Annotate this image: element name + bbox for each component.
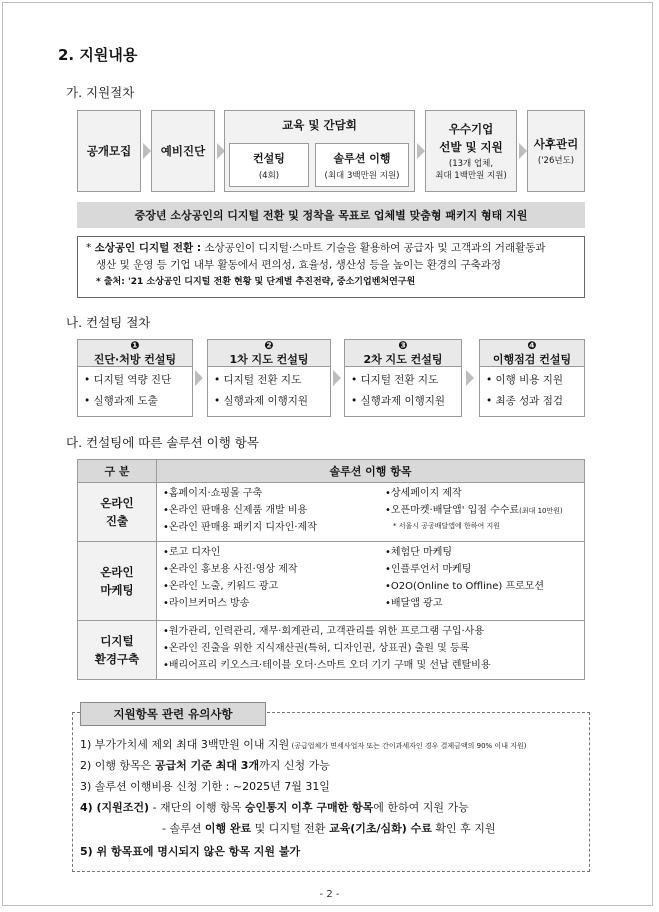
caution-line-1: 1) 부가가치세 제외 최대 3백만원 이내 지원 (공급업체가 면세사업자 또는 간이과세자인 경우 결제금액의 90% 이내 지원) bbox=[80, 738, 527, 751]
flow-step-aftercare: 사후관리 ('26년도) bbox=[527, 110, 585, 192]
row-category: 온라인 진출 bbox=[78, 483, 157, 542]
row-category: 디지털 환경구축 bbox=[78, 621, 157, 680]
flow-step-recruit: 공개모집 bbox=[77, 110, 141, 192]
flow-solution: 솔루션 이행 (최대 3백만원 지원) bbox=[315, 143, 409, 187]
subheading-solution: 다. 컨설팅에 따른 솔루션 이행 항목 bbox=[66, 435, 259, 450]
table-row bbox=[78, 483, 585, 542]
arrow-icon bbox=[333, 370, 341, 386]
row-items: •로고 디자인 •온라인 홍보용 사진·영상 제작 •온라인 노출, 키워드 광고 •라이브커머스 방송 •체험단 마케팅 •인플루언서 마케팅 •O2O(Online to Offline) 프로모션 •배달앱 광고 bbox=[157, 542, 585, 621]
definition-note: * 소상공인 디지털 전환 : 소상공인이 디지털·스마트 기술을 활용하여 공급자 및 고객과의 거래활동과 생산 및 운영 등 기업 내부 활동에서 편의성, 효율성, 생산성 등을 높이는 환경의 구축과정 * 출처: '21 소상공인 디지털 전환 현황 및 단계별 추진전략, 중소기업벤처연구원 bbox=[77, 236, 585, 298]
flow-step-excellent: 우수기업 선발 및 지원 (13개 업체, 최대 1백만원 지원) bbox=[425, 110, 517, 192]
caution-line-4: 4) (지원조건) - 재단의 이행 항목 승인통지 이후 구매한 항목에 한하여 지원 가능 bbox=[80, 801, 469, 814]
arrow-icon bbox=[143, 143, 151, 159]
table-row bbox=[78, 621, 585, 680]
goal-banner: 중장년 소상공인의 디지털 전환 및 정착을 목표로 업체별 맞춤형 패키지 형태 지원 bbox=[77, 202, 585, 228]
arrow-icon bbox=[519, 143, 527, 159]
consult-step-2: ❷ 1차 지도 컨설팅 • 디지털 전환 지도 • 실행과제 이행지원 bbox=[207, 339, 331, 417]
subheading-consulting: 나. 컨설팅 절차 bbox=[66, 315, 151, 330]
solution-table bbox=[77, 459, 585, 680]
subheading-procedure: 가. 지원절차 bbox=[66, 85, 135, 100]
table-header-category: 구 분 bbox=[78, 460, 157, 483]
flow-consulting: 컨설팅 (4회) bbox=[229, 143, 309, 187]
caution-title: 지원항목 관련 유의사항 bbox=[80, 702, 266, 726]
flow-step-diagnosis: 예비진단 bbox=[151, 110, 215, 192]
consult-step-1: ❶ 진단·처방 컨설팅 • 디지털 역량 진단 • 실행과제 도출 bbox=[77, 339, 193, 417]
consult-step-3: ❸ 2차 지도 컨설팅 • 디지털 전환 지도 • 실행과제 이행지원 bbox=[344, 339, 462, 417]
table-row bbox=[78, 542, 585, 621]
caution-line-4b: - 솔루션 이행 완료 및 디지털 전환 교육(기초/심화) 수료 확인 후 지원 bbox=[162, 822, 496, 835]
section-heading: 2. 지원내용 bbox=[58, 46, 138, 64]
row-items: •원가관리, 인력관리, 재무·회계관리, 고객관리를 위한 프로그램 구입·사용 •온라인 진출을 위한 지식재산권(특허, 디자인권, 상표권) 출원 및 등록 •배리어프리 키오스크·테이블 오더·스마트 오더 기기 구매 및 선납 렌탈비용 bbox=[157, 621, 585, 680]
table-header-items: 솔루션 이행 항목 bbox=[157, 460, 585, 483]
caution-line-5: 5) 위 항목표에 명시되지 않은 항목 지원 불가 bbox=[80, 845, 301, 858]
page-number: - 2 - bbox=[319, 889, 340, 900]
arrow-icon bbox=[466, 370, 474, 386]
row-items: •홈페이지·쇼핑몰 구축 •온라인 판매용 신제품 개발 비용 •온라인 판매용 패키지 디자인·제작 •상세페이지 제작 •오픈마켓·배달앱' 입점 수수료(최대 10만원) * 서울시 공공배달앱에 한하여 지원 bbox=[157, 483, 585, 542]
row-category: 온라인 마케팅 bbox=[78, 542, 157, 621]
caution-line-3: 3) 솔루션 이행비용 신청 기한 : ~2025년 7월 31일 bbox=[80, 780, 330, 793]
table-header-row bbox=[78, 460, 585, 483]
arrow-icon bbox=[195, 370, 203, 386]
flow-step-education: 교육 및 간담회 bbox=[224, 110, 415, 192]
consult-step-4: ❹ 이행점검 컨설팅 • 이행 비용 지원 • 최종 성과 점검 bbox=[479, 339, 585, 417]
arrow-icon bbox=[417, 143, 425, 159]
caution-line-2: 2) 이행 항목은 공급처 기준 최대 3개까지 신청 가능 bbox=[80, 759, 330, 772]
